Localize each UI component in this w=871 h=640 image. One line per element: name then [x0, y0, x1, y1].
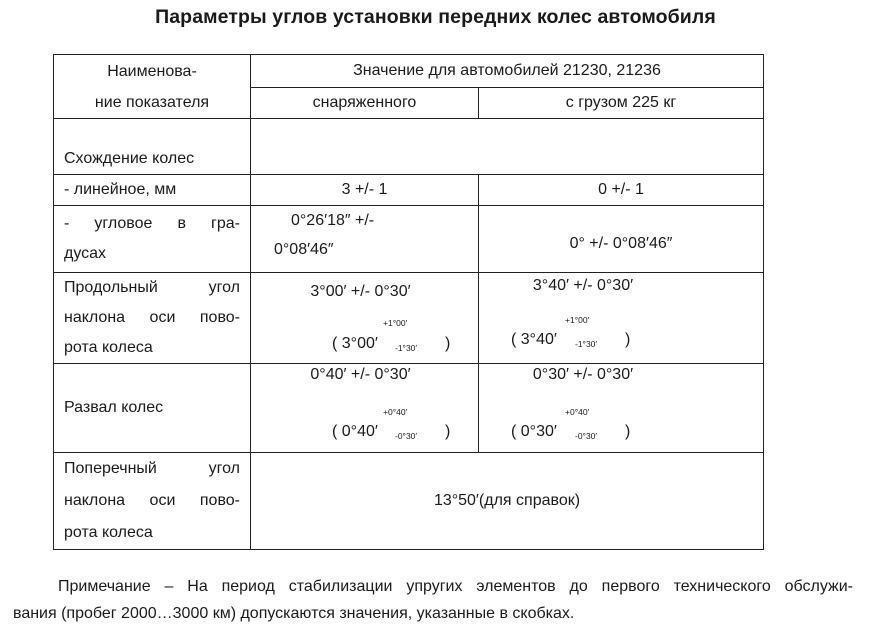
row-camber-loaded-main: 0°30′ +/- 0°30′ — [532, 366, 634, 383]
row-camber-loaded-base: ( 0°30′ — [511, 423, 557, 440]
row-toe-label: Схождение колес — [54, 119, 251, 175]
row-toe-empty — [251, 119, 764, 175]
row-caster-label-line1: Продольный угол — [64, 279, 240, 296]
row-caster-loaded-close: ) — [625, 331, 631, 348]
row-toe-angular-loaded: 0° +/- 0°08′46″ — [479, 206, 764, 273]
header-name-cell — [54, 55, 251, 119]
row-camber-loaded-minus: -0°30′ — [575, 431, 598, 441]
page-title: Параметры углов установки передних колес автомобиля — [155, 6, 716, 28]
row-camber-equipped-main: 0°40′ +/- 0°30′ — [310, 366, 411, 383]
row-toe-angular-label-line2: дусах — [64, 245, 107, 262]
row-caster-loaded-base: ( 3°40′ — [511, 331, 557, 348]
header-col-equipped: снаряженного — [251, 88, 479, 119]
footnote-line1: Примечание – На период стабилизации упругих элементов до первого технического обслужи- — [58, 578, 853, 595]
row-kingpin-label — [54, 453, 251, 550]
row-camber-label: Развал колес — [54, 364, 251, 453]
row-caster-loaded-minus: -1°30′ — [575, 339, 598, 349]
row-toe-angular-equipped-line1: 0°26′18″ +/- — [291, 212, 375, 229]
row-toe-angular-label — [54, 206, 251, 273]
row-camber-loaded-close: ) — [625, 423, 631, 440]
row-caster-loaded-main: 3°40′ +/- 0°30′ — [532, 277, 634, 294]
row-camber-equipped-minus: -0°30′ — [395, 431, 418, 441]
row-kingpin-label-line1: Поперечный угол — [64, 460, 240, 477]
row-caster-loaded-plus: +1°00′ — [565, 315, 590, 325]
row-caster-equipped-plus: +1°00′ — [383, 318, 408, 328]
row-toe-angular-equipped — [251, 206, 479, 273]
row-caster-loaded — [479, 273, 764, 364]
row-camber-loaded-plus: +0°40′ — [565, 407, 590, 417]
row-toe-linear-loaded: 0 +/- 1 — [479, 175, 764, 206]
row-camber-equipped-base: ( 0°40′ — [332, 423, 378, 440]
row-toe-linear-equipped: 3 +/- 1 — [251, 175, 479, 206]
header-name-line1: Наименова- — [107, 62, 197, 80]
row-caster-equipped-close: ) — [445, 335, 451, 352]
row-kingpin-value: 13°50′(для справок) — [251, 453, 764, 550]
row-caster-label-line2: наклона оси пово- — [64, 309, 240, 326]
row-caster-equipped-minus: -1°30′ — [395, 343, 418, 353]
row-caster-equipped-base: ( 3°00′ — [332, 335, 378, 352]
header-col-loaded: с грузом 225 кг — [479, 88, 764, 119]
row-caster-equipped-main: 3°00′ +/- 0°30′ — [310, 283, 411, 300]
row-kingpin-label-line2: наклона оси пово- — [64, 492, 240, 509]
row-caster-label-line3: рота колеса — [64, 339, 153, 356]
row-caster-label — [54, 273, 251, 364]
row-kingpin-label-line3: рота колеса — [64, 524, 153, 541]
footnote — [13, 573, 853, 627]
row-toe-angular-equipped-line2: 0°08′46″ — [274, 241, 334, 258]
footnote-line2: вания (пробег 2000…3000 км) допускаются значения, указанные в скобках. — [13, 605, 575, 622]
row-toe-angular-label-line1: - угловое в гра- — [64, 215, 240, 232]
header-name-line2: ние показателя — [94, 93, 210, 111]
header-value-title: Значение для автомобилей 21230, 21236 — [251, 55, 764, 88]
row-camber-equipped-close: ) — [445, 423, 451, 440]
row-camber-loaded — [479, 364, 764, 453]
row-camber-equipped-plus: +0°40′ — [383, 407, 408, 417]
row-toe-linear-label: - линейное, мм — [54, 175, 251, 206]
wheel-alignment-table — [53, 54, 764, 550]
